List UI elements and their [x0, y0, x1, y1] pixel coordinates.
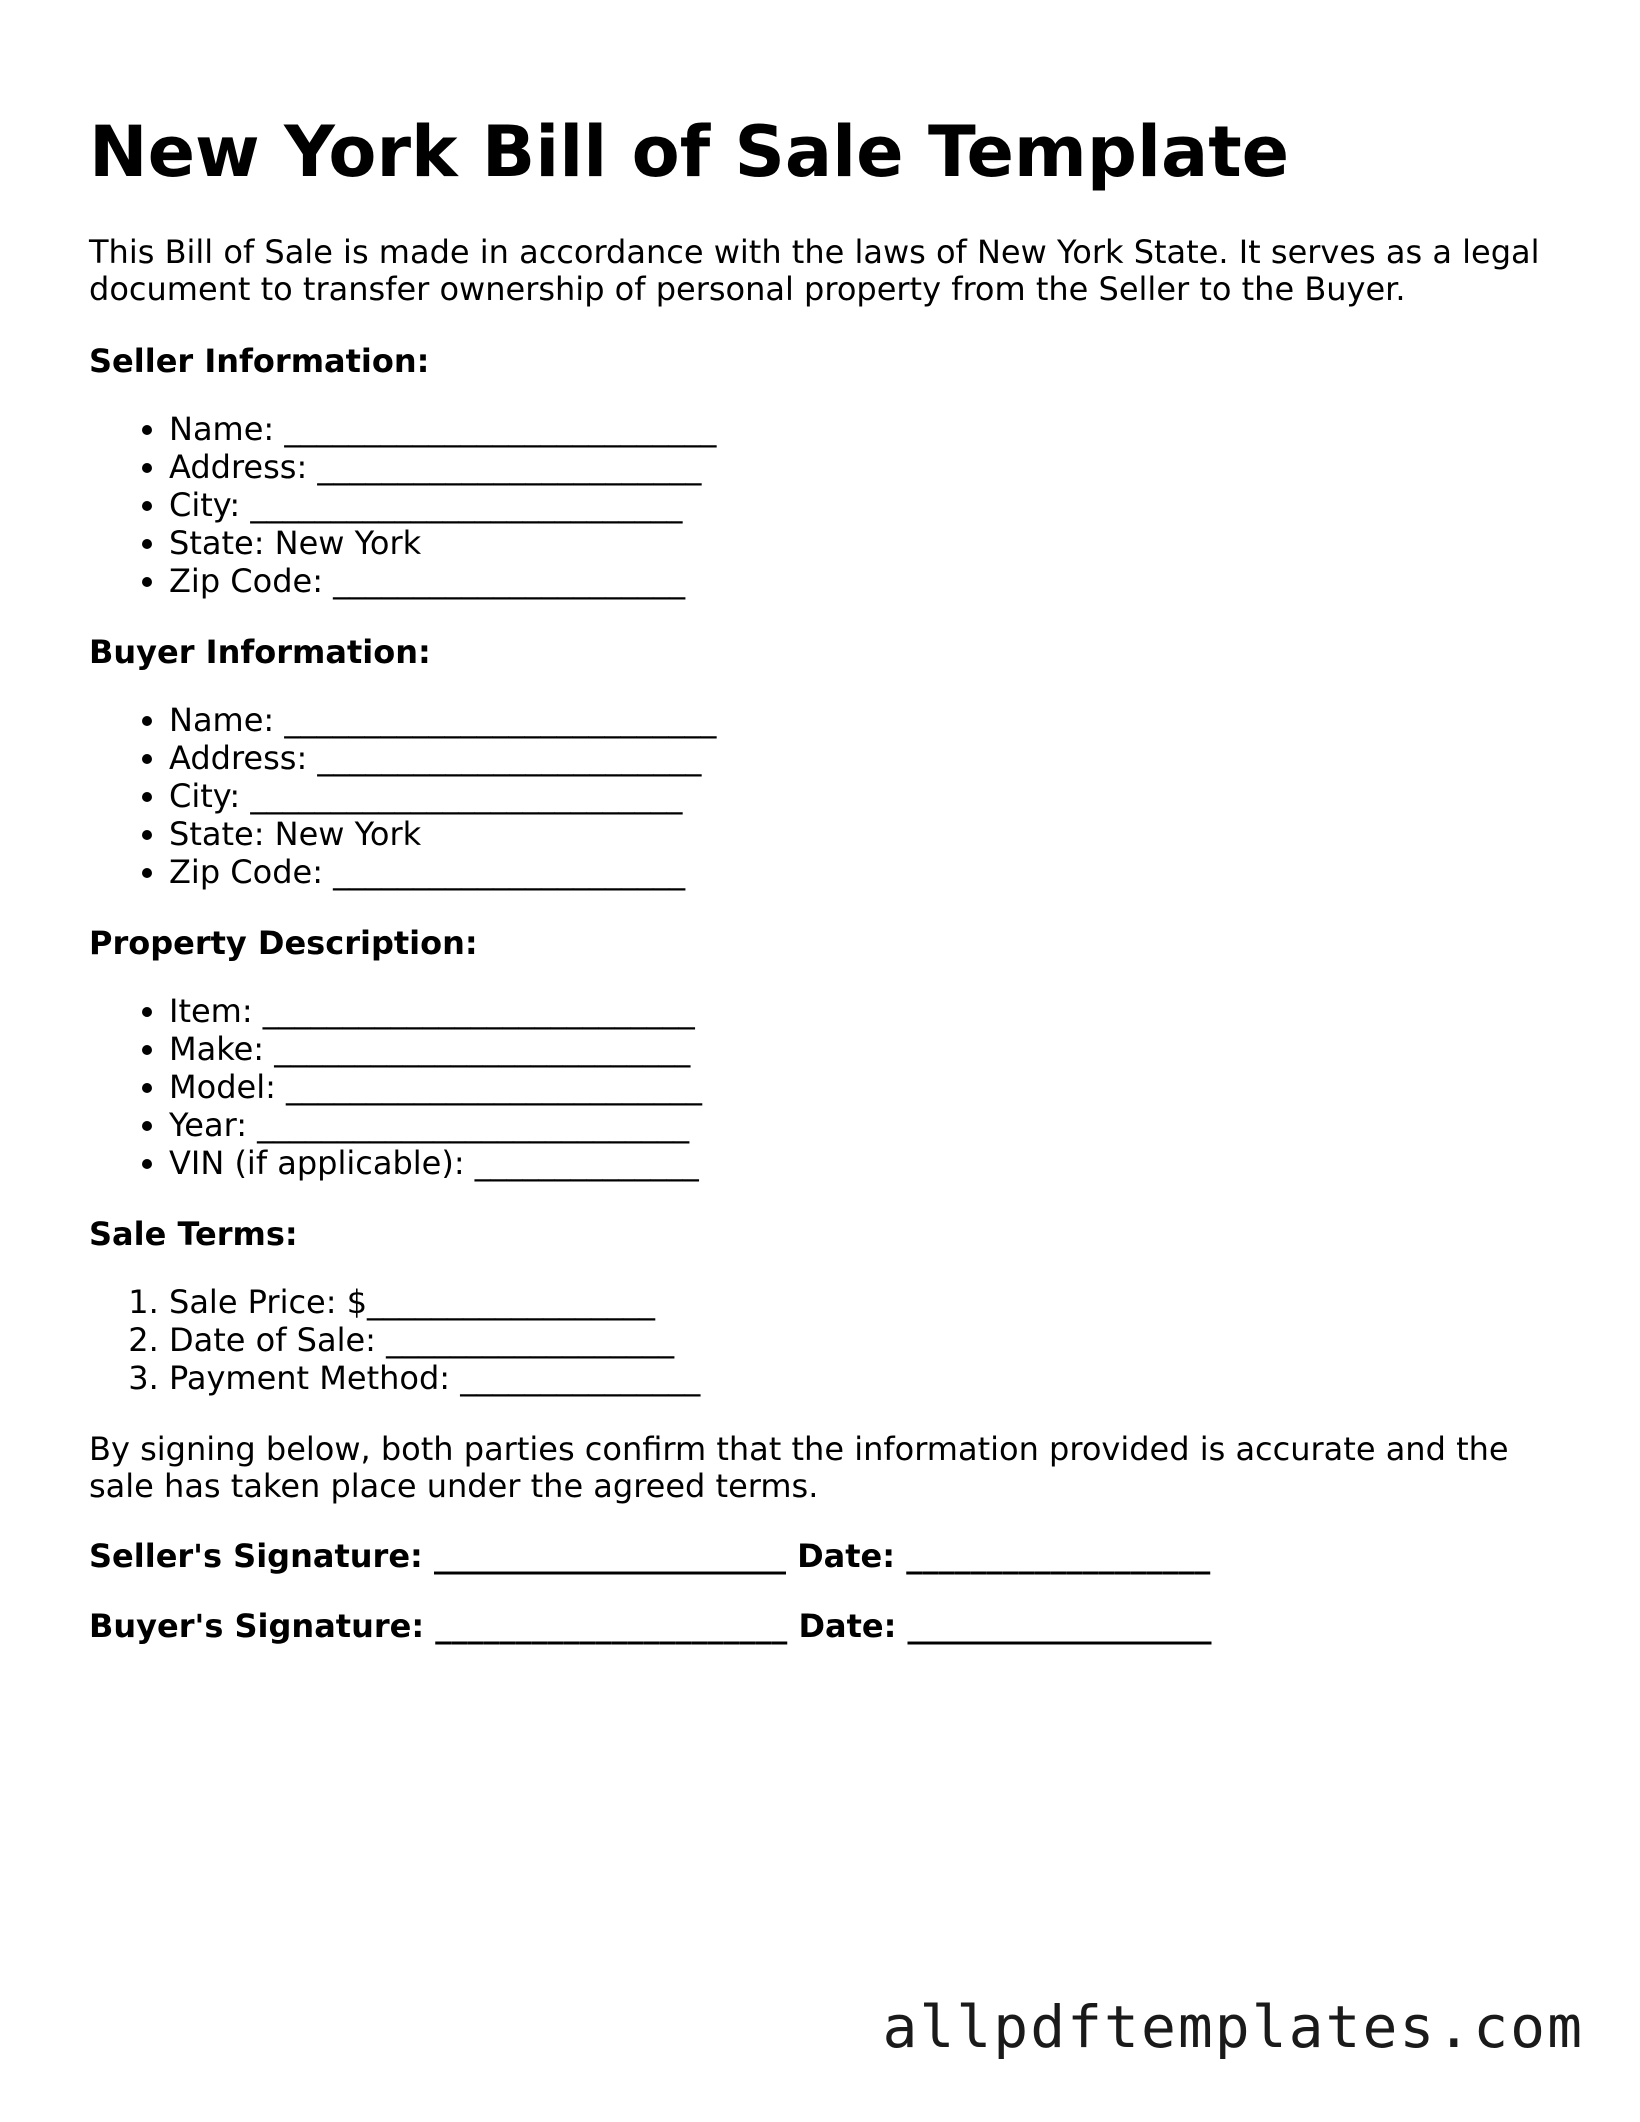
buyer-heading: Buyer Information: [89, 633, 431, 671]
seller-fields-list [89, 410, 716, 600]
buyer-city-field: • City: ___________________________ [169, 777, 716, 815]
seller-state-field: • State: New York [169, 524, 716, 562]
sale-terms-heading: Sale Terms: [89, 1215, 298, 1253]
seller-signature-line: Seller's Signature: ______________________ Date: ___________________ [89, 1537, 1211, 1575]
sale-price-field: 1. Sale Price: $__________________ [169, 1283, 700, 1321]
seller-name-field: • Name: ___________________________ [169, 410, 716, 448]
closing-line-1: By signing below, both parties confirm that the information provided is accurate and the [89, 1430, 1509, 1468]
intro-paragraph [89, 234, 1559, 308]
buyer-signature-line: Buyer's Signature: ______________________ Date: ___________________ [89, 1607, 1212, 1645]
closing-paragraph [89, 1431, 1559, 1505]
property-year-field: • Year: ___________________________ [169, 1106, 702, 1144]
seller-address-field: • Address: ________________________ [169, 448, 716, 486]
payment-method-field: 3. Payment Method: _______________ [169, 1359, 700, 1397]
seller-zip-field: • Zip Code: ______________________ [169, 562, 716, 600]
buyer-address-field: • Address: ________________________ [169, 739, 716, 777]
buyer-state-field: • State: New York [169, 815, 716, 853]
property-fields-list [89, 992, 702, 1182]
date-of-sale-field: 2. Date of Sale: __________________ [169, 1321, 700, 1359]
seller-city-field: • City: ___________________________ [169, 486, 716, 524]
site-watermark: allpdftemplates.com [882, 1993, 1584, 2061]
page-title: New York Bill of Sale Template [89, 111, 1290, 193]
sale-terms-list [89, 1283, 700, 1397]
buyer-zip-field: • Zip Code: ______________________ [169, 853, 716, 891]
property-heading: Property Description: [89, 924, 478, 962]
property-vin-field: • VIN (if applicable): ______________ [169, 1144, 702, 1182]
closing-line-2: sale has taken place under the agreed terms. [89, 1467, 819, 1505]
property-item-field: • Item: ___________________________ [169, 992, 702, 1030]
buyer-fields-list [89, 701, 716, 891]
intro-line-1: This Bill of Sale is made in accordance with the laws of New York State. It serves as a legal [89, 233, 1540, 271]
buyer-name-field: • Name: ___________________________ [169, 701, 716, 739]
property-model-field: • Model: __________________________ [169, 1068, 702, 1106]
intro-line-2: document to transfer ownership of personal property from the Seller to the Buyer. [89, 270, 1406, 308]
property-make-field: • Make: __________________________ [169, 1030, 702, 1068]
seller-heading: Seller Information: [89, 342, 430, 380]
